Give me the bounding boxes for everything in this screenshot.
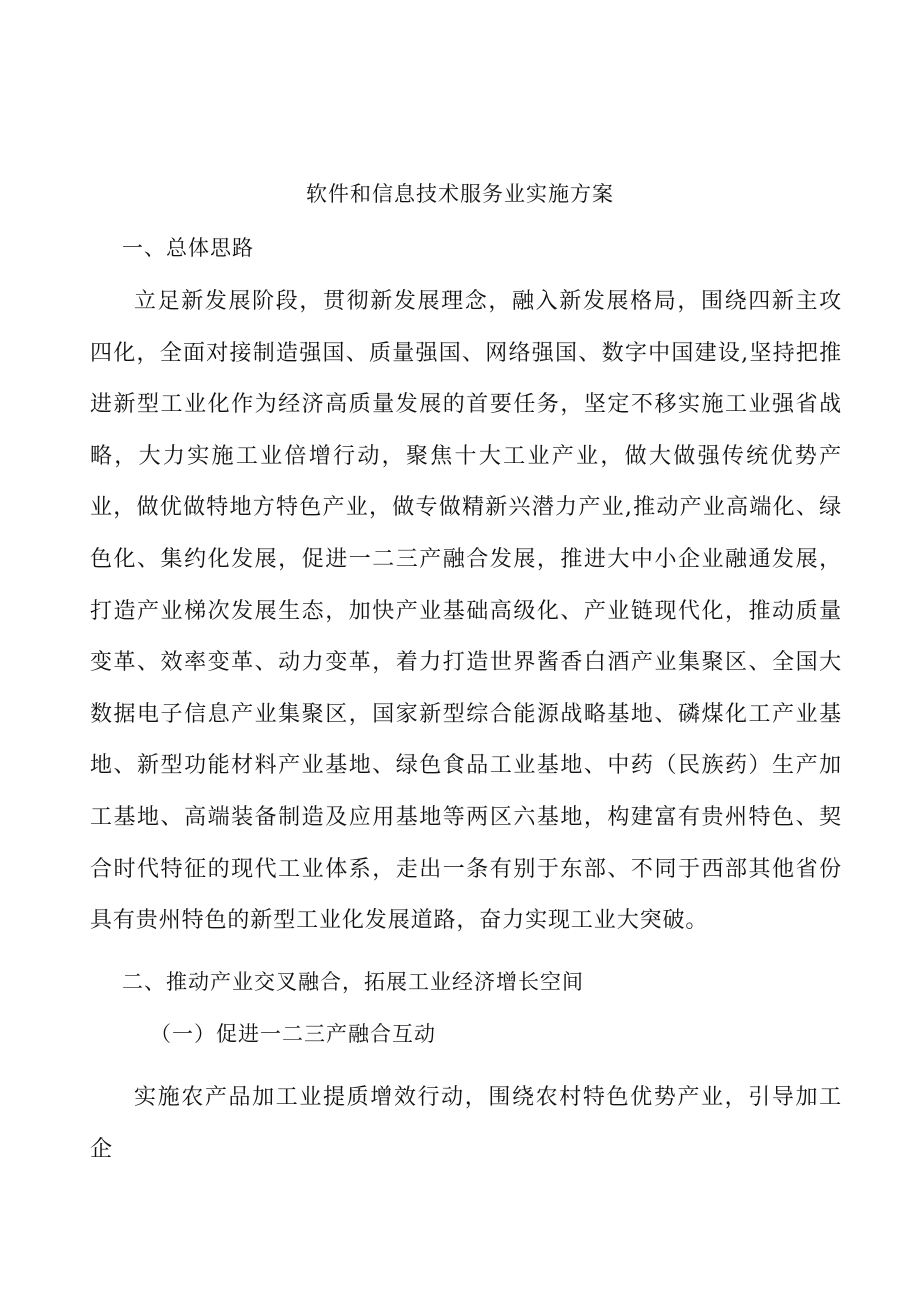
subsection-paragraph-agri-processing: 实施农产品加工业提质增效行动，围绕农村特色优势产业，引导加工企: [90, 1085, 842, 1162]
section-heading-overall-approach: 一、总体思路: [122, 236, 254, 260]
section-heading-industry-integration: 二、推动产业交叉融合，拓展工业经济增长空间: [122, 970, 584, 994]
section-paragraph-overall-approach: 立足新发展阶段，贯彻新发展理念，融入新发展格局，围绕四新主攻四化，全面对接制造强国、质量强国、网络强国、数字中国建设,坚持把推进新型工业化作为经济高质量发展的首要任务，坚定不移实施工业强省战略，大力实施工业倍增行动，聚焦十大工业产业，做大做强传统优势产业，做优做特地方特色产业，做专做精新兴潜力产业,推动产业高端化、绿色化、集约化发展，促进一二三产融合发展，推进大中小企业融通发展，打造产业梯次发展生态，加快产业基础高级化、产业链现代化，推动质量变革、效率变革、动力变革，着力打造世界酱香白酒产业集聚区、全国大数据电子信息产业集聚区，国家新型综合能源战略基地、磷煤化工产业基地、新型功能材料产业基地、绿色食品工业基地、中药（民族药）生产加工基地、高端装备制造及应用基地等两区六基地，构建富有贵州特色、契合时代特征的现代工业体系，走出一条有别于东部、不同于西部其他省份具有贵州特色的新型工业化发展道路，奋力实现工业大突破。: [90, 289, 842, 934]
document-title: 软件和信息技术服务业实施方案: [306, 182, 614, 206]
subsection-heading-primary-secondary-tertiary: （一）促进一二三产融合互动: [150, 1022, 436, 1046]
